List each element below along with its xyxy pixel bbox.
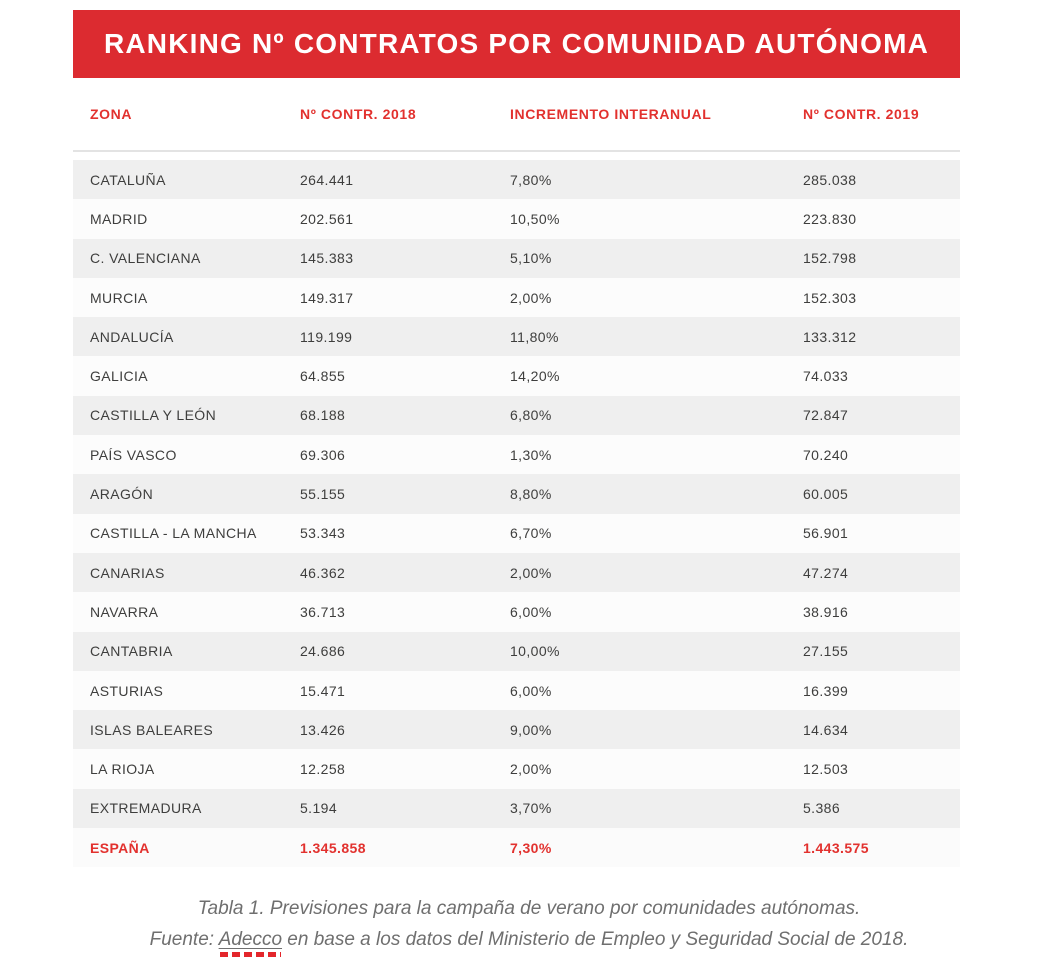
cell-contr2019: 70.240 (803, 446, 849, 463)
cell-contr2018: 5.194 (300, 800, 338, 817)
table-header-row (73, 78, 960, 150)
cell-zona: ASTURIAS (90, 682, 164, 699)
cell-contr2018: 69.306 (300, 446, 346, 463)
cell-zona: CANARIAS (90, 564, 165, 581)
cell-contr2018: 24.686 (300, 643, 346, 660)
cell-incremento: 10,50% (510, 210, 560, 227)
cell-zona: ANDALUCÍA (90, 328, 174, 345)
cell-contr2019: 60.005 (803, 486, 849, 503)
cell-incremento: 6,00% (510, 603, 552, 620)
table-row (73, 396, 960, 435)
table-row (73, 592, 960, 631)
table-title-banner (73, 10, 960, 78)
cell-zona: NAVARRA (90, 603, 159, 620)
cell-incremento: 2,00% (510, 761, 552, 778)
cell-incremento: 2,00% (510, 289, 552, 306)
ranking-table (73, 10, 960, 867)
cell-incremento: 14,20% (510, 368, 560, 385)
cell-contr2018: 13.426 (300, 721, 346, 738)
cell-contr2018: 36.713 (300, 603, 346, 620)
table-row (73, 317, 960, 356)
caption-line1: Tabla 1. Previsiones para la campaña de verano por comunidades autónomas. (197, 898, 861, 919)
cell-incremento: 5,10% (510, 250, 552, 267)
cell-contr2019: 38.916 (803, 603, 849, 620)
table-row (73, 199, 960, 238)
cell-contr2018: 53.343 (300, 525, 346, 542)
caption-source-suffix: en base a los datos del Ministerio de Empleo y Seguridad Social de 2018. (282, 929, 909, 950)
cell-contr2018: 15.471 (300, 682, 346, 699)
cell-zona: EXTREMADURA (90, 800, 202, 817)
cell-zona: CATALUÑA (90, 171, 166, 188)
column-header-contr-2018: Nº CONTR. 2018 (300, 106, 417, 122)
cell-contr2019: 5.386 (803, 800, 841, 817)
cell-zona: C. VALENCIANA (90, 250, 201, 267)
cell-contr2019: 14.634 (803, 721, 849, 738)
cell-contr2018: 46.362 (300, 564, 346, 581)
column-header-incremento: INCREMENTO INTERANUAL (510, 106, 712, 122)
header-divider (73, 150, 960, 152)
cell-contr2019: 16.399 (803, 682, 849, 699)
cell-contr2018: 1.345.858 (300, 839, 366, 856)
cell-incremento: 1,30% (510, 446, 552, 463)
table-row (73, 514, 960, 553)
table-row (73, 553, 960, 592)
table-row (73, 474, 960, 513)
cell-contr2019: 12.503 (803, 761, 849, 778)
cell-zona: LA RIOJA (90, 761, 155, 778)
cell-contr2019: 47.274 (803, 564, 849, 581)
column-header-zona: ZONA (90, 106, 133, 122)
cell-zona: GALICIA (90, 368, 149, 385)
cell-contr2018: 64.855 (300, 368, 346, 385)
cell-zona: CASTILLA - LA MANCHA (90, 525, 257, 542)
table-row (73, 239, 960, 278)
caption-line2 (0, 924, 1058, 955)
cell-contr2019: 223.830 (803, 210, 857, 227)
cell-contr2019: 56.901 (803, 525, 849, 542)
table-body (73, 160, 960, 867)
cell-contr2018: 149.317 (300, 289, 354, 306)
cell-contr2019: 152.798 (803, 250, 857, 267)
table-caption (0, 893, 1058, 955)
table-row (73, 789, 960, 828)
cell-contr2018: 264.441 (300, 171, 354, 188)
table-row (73, 356, 960, 395)
cell-incremento: 7,30% (510, 839, 552, 856)
cell-incremento: 3,70% (510, 800, 552, 817)
cell-zona: ISLAS BALEARES (90, 721, 214, 738)
cell-contr2018: 202.561 (300, 210, 354, 227)
cell-incremento: 2,00% (510, 564, 552, 581)
cell-contr2018: 68.188 (300, 407, 346, 424)
cell-incremento: 6,80% (510, 407, 552, 424)
cell-zona: CASTILLA Y LEÓN (90, 407, 217, 424)
table-row (73, 671, 960, 710)
cell-contr2019: 152.303 (803, 289, 857, 306)
cell-contr2019: 133.312 (803, 328, 857, 345)
adecco-link[interactable]: Adecco (218, 929, 283, 950)
cell-incremento: 8,80% (510, 486, 552, 503)
cell-incremento: 7,80% (510, 171, 552, 188)
cell-contr2018: 55.155 (300, 486, 346, 503)
column-header-contr-2019: Nº CONTR. 2019 (803, 106, 920, 122)
cell-contr2018: 119.199 (300, 328, 353, 345)
cell-contr2019: 27.155 (803, 643, 849, 660)
table-row (73, 632, 960, 671)
cell-zona: MADRID (90, 210, 148, 227)
cell-zona: MURCIA (90, 289, 148, 306)
table-title: RANKING Nº CONTRATOS POR COMUNIDAD AUTÓNOMA (103, 28, 930, 59)
cell-incremento: 11,80% (510, 328, 559, 345)
cell-incremento: 10,00% (510, 643, 560, 660)
table-row (73, 278, 960, 317)
cell-contr2018: 145.383 (300, 250, 354, 267)
cell-contr2019: 285.038 (803, 171, 857, 188)
caption-source-prefix: Fuente: (149, 929, 219, 950)
table-row (73, 160, 960, 199)
table-row (73, 435, 960, 474)
cell-zona: PAÍS VASCO (90, 446, 177, 463)
cell-incremento: 9,00% (510, 721, 552, 738)
cell-incremento: 6,00% (510, 682, 552, 699)
cell-contr2019: 74.033 (803, 368, 849, 385)
cell-contr2018: 12.258 (300, 761, 346, 778)
table-row-total (73, 828, 960, 867)
cell-zona: ARAGÓN (90, 486, 154, 503)
cell-contr2019: 1.443.575 (803, 839, 869, 856)
table-row (73, 749, 960, 788)
cell-zona: ESPAÑA (90, 839, 150, 856)
cell-zona: CANTABRIA (90, 643, 173, 660)
cell-contr2019: 72.847 (803, 407, 849, 424)
table-row (73, 710, 960, 749)
cell-incremento: 6,70% (510, 525, 552, 542)
